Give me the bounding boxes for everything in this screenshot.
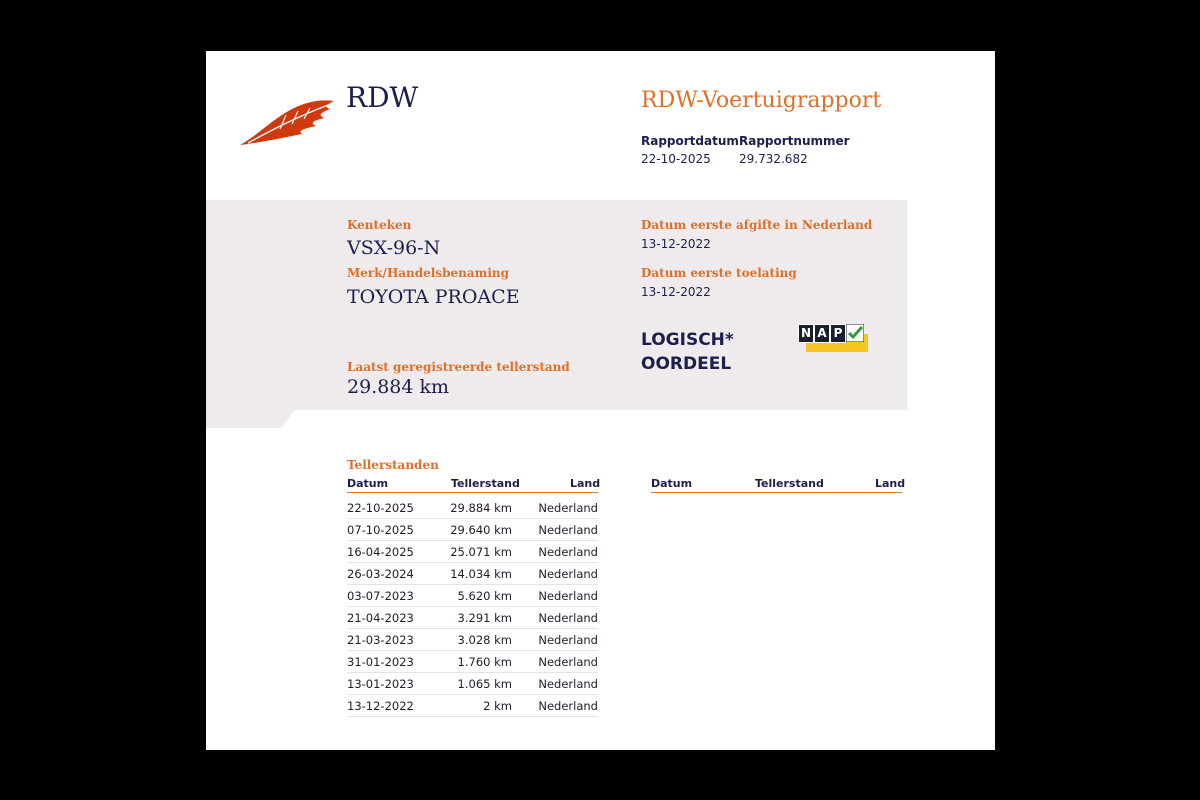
merk-label: Merk/Handelsbenaming (347, 266, 510, 280)
col-tellerstand-header-2: Tellerstand (755, 477, 824, 490)
rapportnummer-value: 29.732.682 (739, 152, 808, 166)
table-row: 13-01-2023 1.065 km Nederland (347, 673, 598, 695)
col-tellerstand-header: Tellerstand (451, 477, 520, 490)
tellerstanden-rows (347, 497, 598, 717)
table-row: 07-10-2025 29.640 km Nederland (347, 519, 598, 541)
merk-value: TOYOTA PROACE (347, 286, 520, 308)
oordeel-line-1: LOGISCH* (641, 330, 734, 350)
brand-name: RDW (346, 81, 419, 114)
table-row: 03-07-2023 5.620 km Nederland (347, 585, 598, 607)
kenteken-label: Kenteken (347, 218, 412, 232)
rdw-feather-logo-icon (240, 99, 334, 149)
table-row: 26-03-2024 14.034 km Nederland (347, 563, 598, 585)
table-row: 13-12-2022 2 km Nederland (347, 695, 598, 717)
tellerstand-value: 29.884 km (347, 376, 450, 398)
table-header-divider (347, 492, 598, 493)
report-page (206, 51, 995, 750)
vehicle-info-band (206, 200, 907, 428)
col-land-header-2: Land (875, 477, 906, 490)
oordeel-line-2: OORDEEL (641, 354, 732, 374)
nap-letter-a: A (814, 324, 830, 343)
nap-letter-n: N (798, 324, 814, 343)
table-row: 21-04-2023 3.291 km Nederland (347, 607, 598, 629)
table-row: 21-03-2023 3.028 km Nederland (347, 629, 598, 651)
afgifte-value: 13-12-2022 (641, 237, 711, 251)
rapportnummer-label: Rapportnummer (739, 134, 850, 148)
table-row: 31-01-2023 1.760 km Nederland (347, 651, 598, 673)
nap-logo (798, 324, 870, 354)
rapportdatum-label: Rapportdatum (641, 134, 739, 148)
toelating-label: Datum eerste toelating (641, 266, 797, 280)
table-row: 22-10-2025 29.884 km Nederland (347, 497, 598, 519)
rapportdatum-value: 22-10-2025 (641, 152, 711, 166)
col-datum-header: Datum (347, 477, 389, 490)
report-title: RDW-Voertuigrapport (641, 88, 882, 113)
col-datum-header-2: Datum (651, 477, 693, 490)
toelating-value: 13-12-2022 (641, 285, 711, 299)
kenteken-value: VSX-96-N (347, 237, 441, 259)
nap-letter-p: P (830, 324, 846, 343)
table-row: 16-04-2025 25.071 km Nederland (347, 541, 598, 563)
oordeel-label (641, 328, 734, 376)
tellerstanden-title: Tellerstanden (347, 458, 439, 472)
nap-check-icon (846, 324, 864, 342)
col-land-header: Land (570, 477, 601, 490)
table-header-divider-2 (651, 492, 902, 493)
afgifte-label: Datum eerste afgifte in Nederland (641, 218, 873, 232)
tellerstand-label: Laatst geregistreerde tellerstand (347, 360, 570, 374)
